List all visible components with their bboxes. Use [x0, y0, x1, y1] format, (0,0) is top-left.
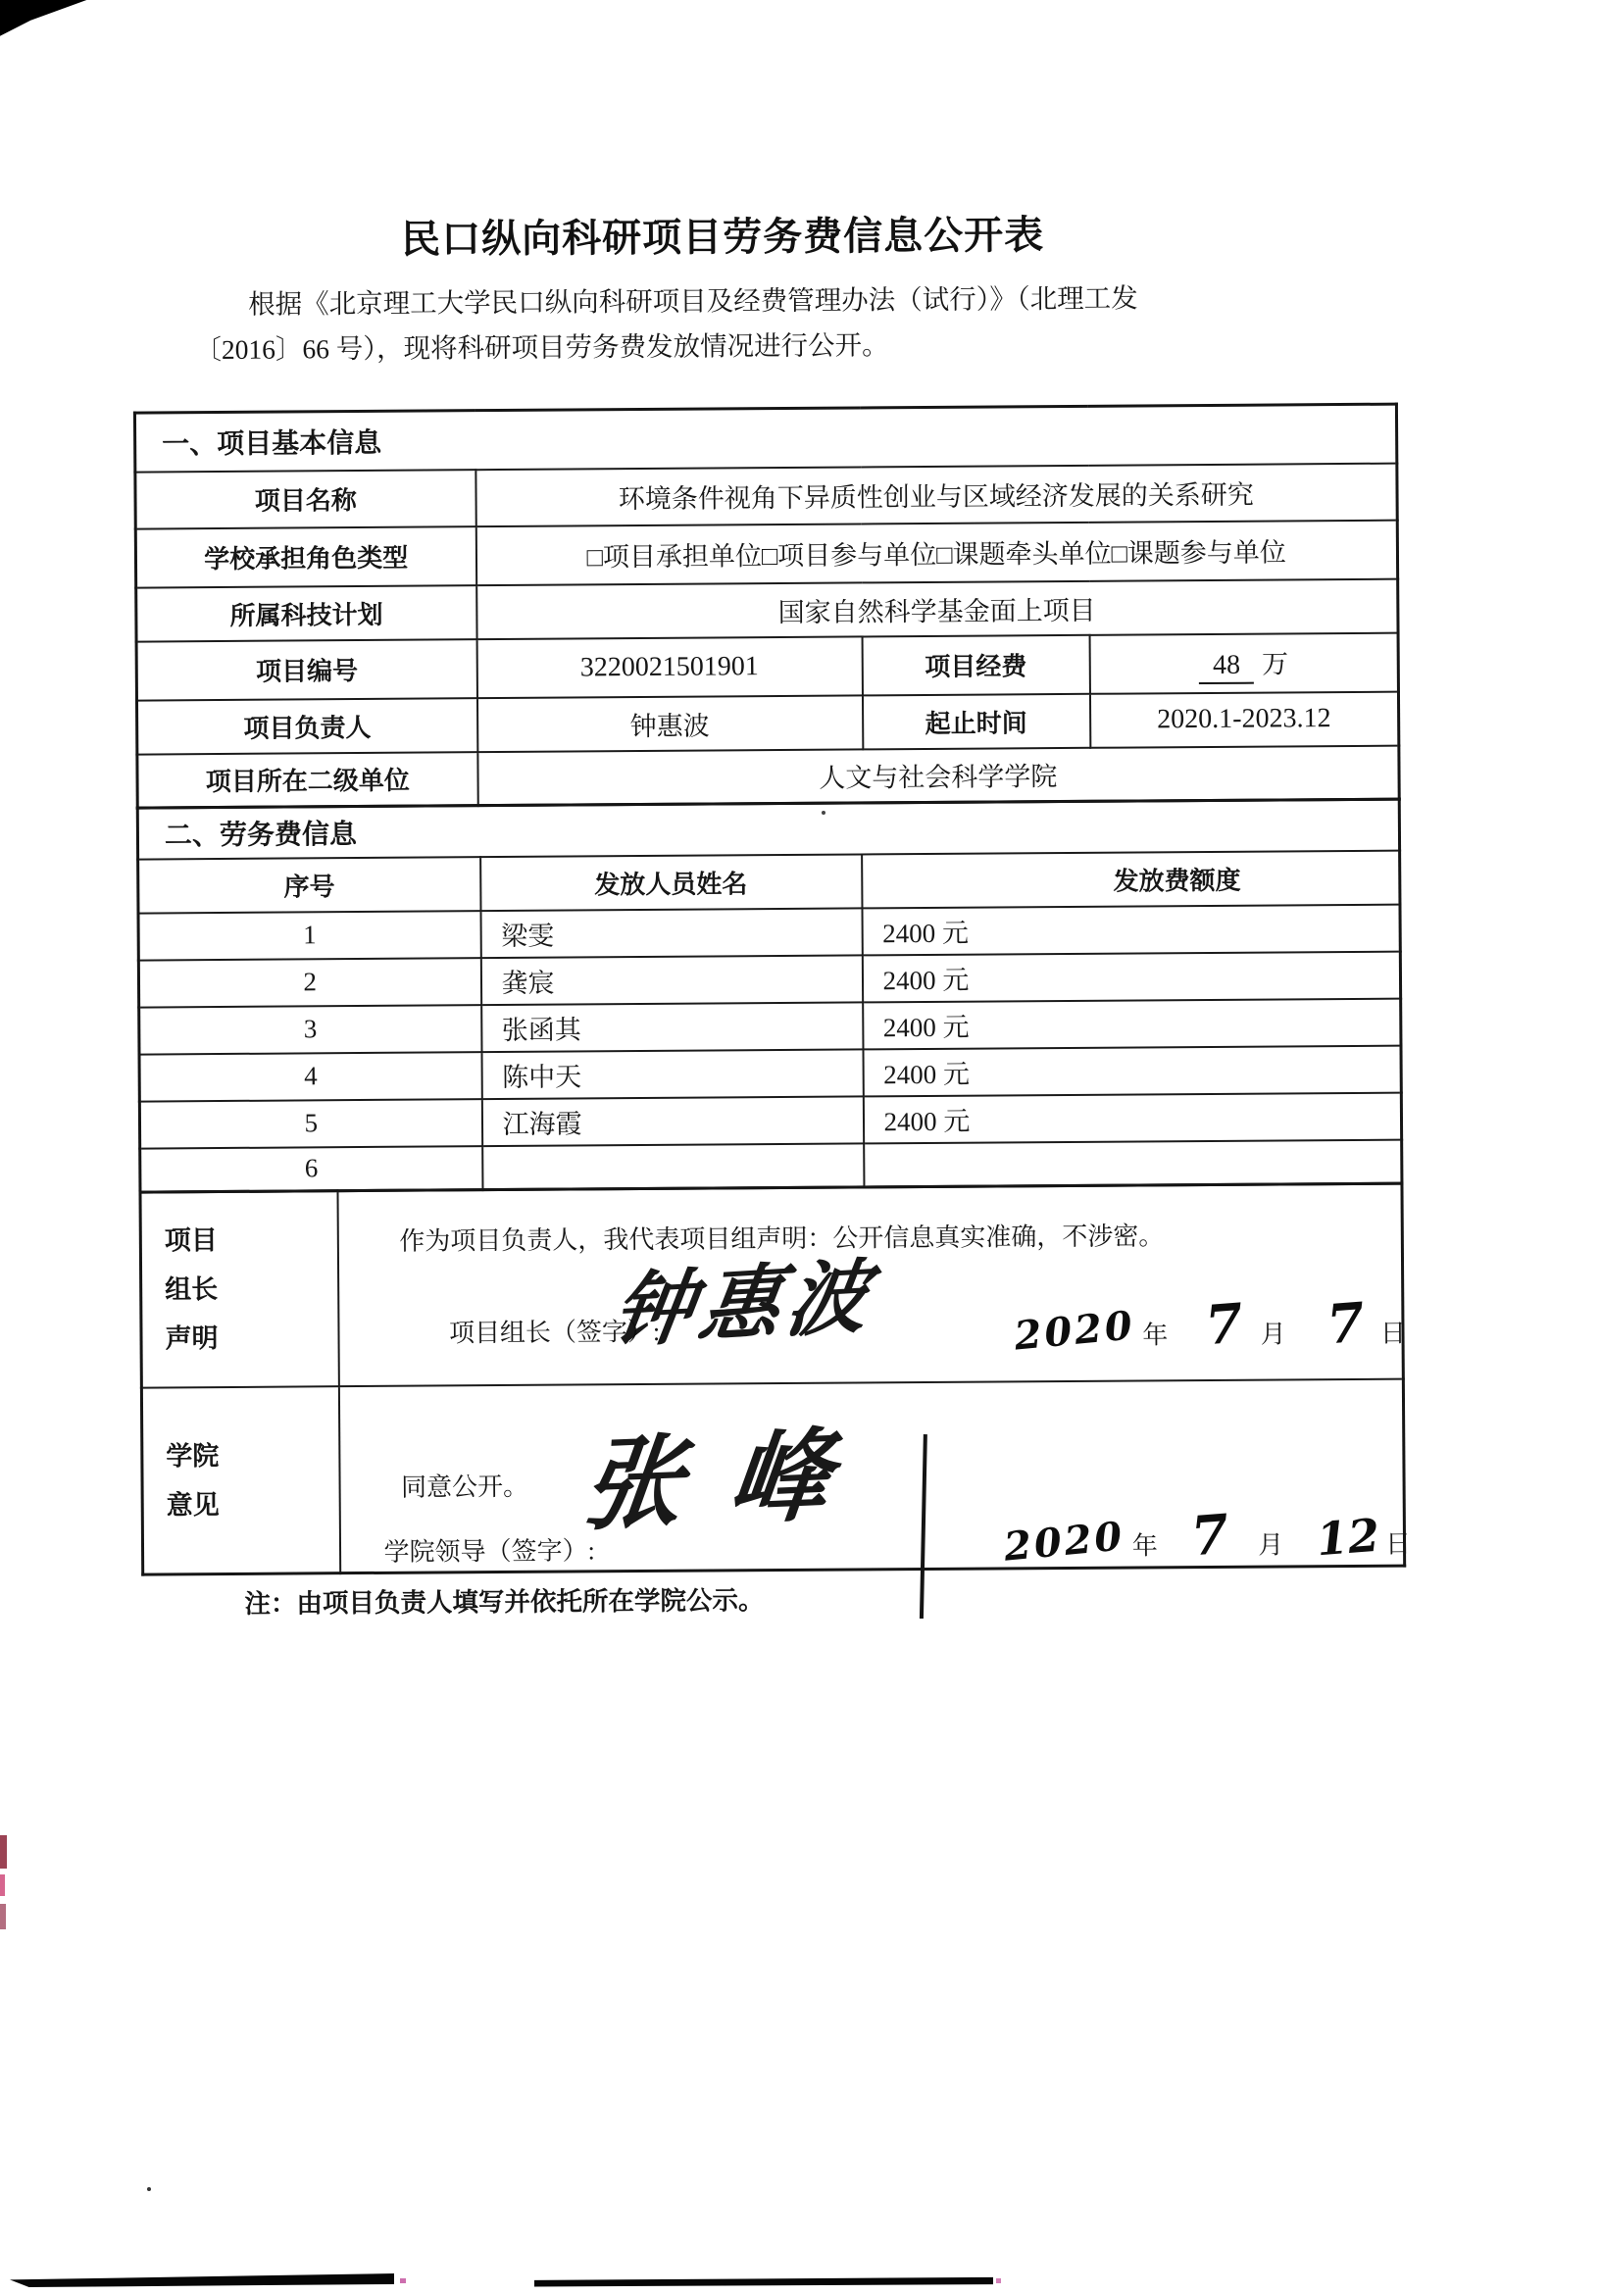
- pi-name-value: 钟惠波: [476, 695, 862, 752]
- declaration-date-year-unit: 年: [1142, 1321, 1169, 1350]
- unit-label: 项目所在二级单位: [137, 752, 477, 808]
- col-header-amount: 发放费额度: [862, 850, 1400, 908]
- approval-date-year-unit: 年: [1131, 1530, 1158, 1561]
- intro-line-2: 〔2016〕66 号），现将科研项目劳务费发放情况进行公开。: [194, 329, 889, 366]
- amount-cell: 2400 元: [862, 951, 1400, 1002]
- signature-stroke: [919, 1434, 926, 1619]
- name-cell: 梁雯: [480, 908, 862, 958]
- declaration-date-month: 7: [1202, 1290, 1246, 1358]
- project-name-label: 项目名称: [135, 470, 475, 528]
- table-row: [136, 632, 1398, 700]
- scan-artifact-speck: [400, 2278, 406, 2283]
- declaration-date-month-unit: 月: [1260, 1320, 1286, 1349]
- declaration-date-day-unit: 日: [1379, 1319, 1407, 1348]
- pi-label: 项目负责人: [136, 698, 476, 754]
- duration-label: 起止时间: [862, 693, 1089, 749]
- approval-date-day: 12: [1315, 1508, 1382, 1566]
- table-row: [135, 463, 1397, 528]
- amount-cell: 2400 元: [863, 1045, 1401, 1096]
- labor-fee-table: [136, 798, 1404, 1194]
- scan-artifact-speck: [996, 2278, 1001, 2283]
- duration-value: 2020.1-2023.12: [1089, 691, 1398, 747]
- approval-date-month: 7: [1188, 1501, 1231, 1568]
- table-row: [136, 691, 1398, 754]
- row-number-cell: 3: [139, 1005, 481, 1054]
- approval-date-day-unit: 日: [1385, 1529, 1412, 1559]
- amount-cell: 2400 元: [863, 998, 1401, 1049]
- row-number-cell: 5: [139, 1099, 481, 1148]
- row-number-cell: 4: [139, 1052, 481, 1101]
- approval-cell: [338, 1378, 1412, 1573]
- declaration-statement: 作为项目负责人，我代表项目组声明：公开信息真实准确，不涉密。: [399, 1222, 1165, 1256]
- table-row: [136, 578, 1398, 641]
- declaration-date-year: 2020: [1012, 1302, 1137, 1360]
- scan-artifact-dot: [147, 2187, 151, 2191]
- page-title: 民口纵向科研项目劳务费信息公开表: [401, 214, 1045, 262]
- declaration-date-day: 7: [1325, 1289, 1368, 1357]
- intro-line-1: 根据《北京理工大学民口纵向科研项目及经费管理办法（试行）》（北理工发: [248, 282, 1138, 320]
- dean-signature: 张峰: [575, 1414, 883, 1545]
- section2-heading: 二、劳务费信息: [137, 799, 1399, 859]
- approval-row: [141, 1378, 1404, 1574]
- amount-cell: [864, 1139, 1402, 1187]
- scan-artifact-edge-smudge: [0, 1904, 6, 1929]
- budget-value: [1089, 632, 1398, 693]
- approval-statement: 同意公开。: [400, 1472, 529, 1502]
- name-cell: 江海霞: [481, 1096, 863, 1146]
- section2-heading-row: [137, 799, 1399, 859]
- basic-info-table: [133, 403, 1401, 810]
- declaration-cell: [337, 1183, 1407, 1386]
- program-value: 国家自然科学基金面上项目: [476, 578, 1398, 639]
- approval-date: [1001, 1501, 1412, 1571]
- role-type-label: 学校承担角色类型: [135, 526, 475, 587]
- amount-cell: 2400 元: [862, 904, 1400, 955]
- scan-artifact-edge-smudge: [0, 1835, 7, 1869]
- amount-cell: 2400 元: [863, 1092, 1401, 1143]
- budget-amount: 48: [1199, 649, 1254, 683]
- section1-heading-row: [134, 404, 1396, 472]
- project-no-label: 项目编号: [136, 639, 476, 700]
- budget-unit: 万: [1261, 648, 1289, 679]
- role-type-checkboxes: □项目承担单位□项目参与单位□课题牵头单位□课题参与单位: [475, 520, 1397, 585]
- scan-artifact-edge-smudge: [0, 1874, 5, 1896]
- table-header-row: [138, 850, 1400, 913]
- approval-label: 学院 意见: [141, 1386, 339, 1574]
- signature-table: [138, 1182, 1412, 1576]
- project-name-value: 环境条件视角下异质性创业与区域经济发展的关系研究: [475, 463, 1397, 526]
- name-cell: 张函其: [481, 1002, 863, 1052]
- row-number-cell: 1: [138, 911, 480, 960]
- declaration-sign-label: 项目组长（签字）:: [448, 1317, 661, 1348]
- footnote: 注：由项目负责人填写并依托所在学院公示。: [244, 1585, 765, 1619]
- intro-paragraph: [194, 275, 1386, 373]
- pi-signature: 钟惠波: [605, 1248, 881, 1360]
- approval-sign-label: 学院领导（签字）:: [383, 1535, 595, 1567]
- project-no-value: 3220021501901: [476, 636, 862, 698]
- name-cell: 龚宸: [480, 955, 862, 1005]
- approval-date-year: 2020: [1001, 1512, 1126, 1571]
- row-number-cell: 2: [138, 958, 480, 1007]
- name-cell: 陈中天: [481, 1049, 863, 1099]
- row-number-cell: 6: [140, 1146, 482, 1192]
- col-header-name: 发放人员姓名: [480, 854, 862, 911]
- unit-value: 人文与社会科学学院: [477, 745, 1399, 806]
- table-row: [135, 520, 1397, 587]
- approval-date-month-unit: 月: [1258, 1529, 1284, 1560]
- program-label: 所属科技计划: [136, 585, 476, 641]
- declaration-label: 项目 组长 声明: [140, 1191, 338, 1387]
- declaration-date: [1014, 1291, 1406, 1358]
- declaration-row: [140, 1183, 1403, 1387]
- budget-label: 项目经费: [862, 634, 1089, 695]
- section1-heading: 一、项目基本信息: [134, 404, 1396, 472]
- col-header-no: 序号: [138, 857, 480, 913]
- form-table: [133, 403, 1412, 1576]
- scan-artifact-dot: [822, 811, 825, 815]
- name-cell: [482, 1143, 864, 1190]
